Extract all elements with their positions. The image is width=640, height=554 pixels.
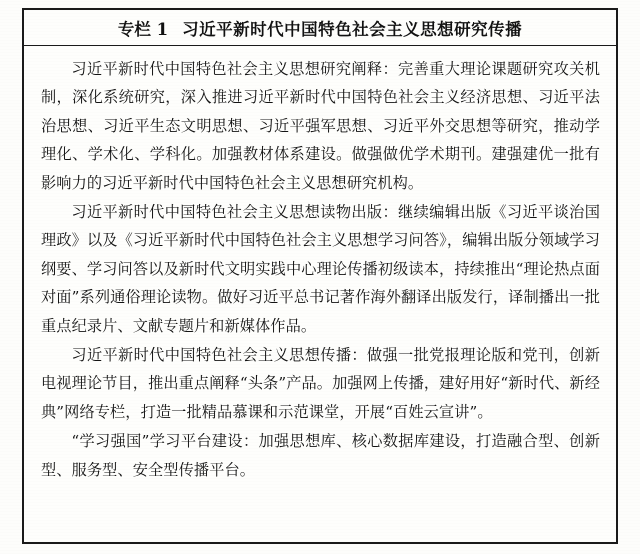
callout-title-row [24,10,616,46]
callout-title: 习近平新时代中国特色社会主义思想研究传播 [182,19,523,39]
paragraph-2: 习近平新时代中国特色社会主义思想读物出版：继续编辑出版《习近平谈治国理政》以及《习近平新时代中国特色社会主义思想学习问答》，编辑出版分领域学习纲要、学习问答以及新时代文明实践中心理论传播初级读本，持续推出“理论热点面对面”系列通俗理论读物。做好习近平总书记著作海外翻译出版发行，译制播出一批重点纪录片、文献专题片和新媒体作品。 [41,203,600,335]
callout-box [22,8,618,544]
paragraph-1: 习近平新时代中国特色社会主义思想研究阐释：完善重大理论课题研究攻关机制，深化系统研究，深入推进习近平新时代中国特色社会主义经济思想、习近平法治思想、习近平生态文明思想、习近平强军思想、习近平外交思想等研究，推动学理化、学术化、学科化。加强教材体系建设。做强做优学术期刊。建强建优一批有影响力的习近平新时代中国特色社会主义思想研究机构。 [41,60,600,192]
paragraph-4: “学习强国”学习平台建设：加强思想库、核心数据库建设，打造融合型、创新型、服务型、安全型传播平台。 [41,432,600,479]
callout-number: 专栏 1 [117,19,169,39]
paragraph-3: 习近平新时代中国特色社会主义思想传播：做强一批党报理论版和党刊，创新电视理论节目，推出重点阐释“头条”产品。加强网上传播，建好用好“新时代、新经典”网络专栏，打造一批精品慕课和示范课堂，开展“百姓云宣讲”。 [41,346,600,421]
callout-body [24,46,616,490]
